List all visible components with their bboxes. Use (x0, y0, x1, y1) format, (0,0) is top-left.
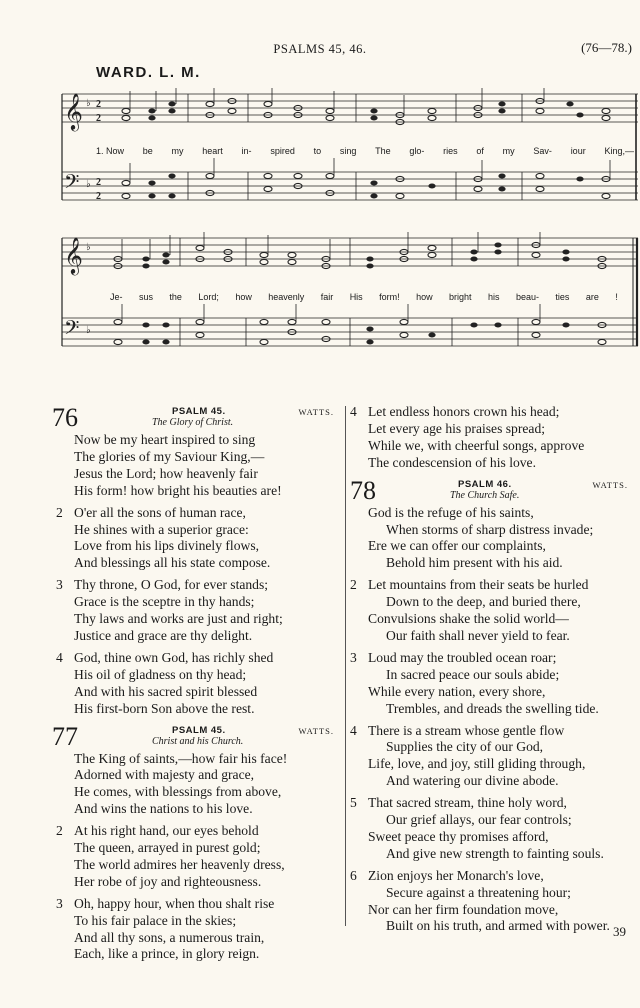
lyric-syllable: of (476, 146, 484, 156)
right-column (350, 404, 640, 940)
stanza (350, 404, 640, 472)
verse-line: Zion enjoys her Monarch's love, (368, 867, 544, 883)
verse-line: And give new strength to fainting souls. (386, 845, 604, 861)
verse-line: His oil of gladness on thy head; (74, 666, 247, 682)
stanza (350, 650, 640, 718)
verse-line: God, thine own God, has richly shed (74, 649, 274, 665)
verse-line: While we, with cheerful songs, approve (368, 437, 585, 453)
hymn-subtitle: Christ and his Church. (152, 735, 244, 747)
left-column (52, 403, 346, 968)
verse-line: Adorned with majesty and grace, (74, 767, 255, 783)
lyrics-line-1 (96, 146, 634, 156)
lyric-syllable: King,— (604, 146, 634, 156)
stanza (350, 868, 640, 936)
verse-line: Our grief allays, our fear controls; (386, 812, 572, 828)
lyric-syllable: ries (443, 146, 458, 156)
verse-line: Now be my heart inspired to sing (74, 432, 256, 447)
verse-line: Let endless honors crown his head; (368, 404, 560, 419)
stanza-number: 2 (56, 504, 63, 520)
lyric-syllable: bright (449, 292, 472, 302)
svg-text:2: 2 (96, 99, 101, 110)
lyric-syllable: are (585, 292, 599, 302)
lyrics-line-2 (110, 292, 618, 302)
hymn-number: 76 (52, 403, 78, 432)
verse-line: And with his sacred spirit blessed (74, 683, 258, 699)
lyric-syllable: beau- (515, 292, 539, 302)
stanza-number: 6 (350, 867, 357, 883)
lyric-syllable: my (502, 146, 515, 156)
verse-line: That sacred stream, thine holy word, (368, 795, 567, 811)
verse-line: Nor can her firm foundation move, (368, 901, 559, 917)
psalm-title: PSALM 46. (458, 478, 512, 490)
stanza (56, 896, 346, 964)
hymn-77 (52, 721, 346, 964)
svg-text:𝄞: 𝄞 (64, 92, 83, 130)
stanza (56, 751, 346, 819)
psalm-title: PSALM 45. (172, 724, 226, 736)
verse-line: Ere we can offer our complaints, (368, 538, 546, 554)
psalm-title: PSALM 45. (172, 406, 226, 417)
lyric-syllable: be (142, 146, 153, 156)
hymn-range: (76—78.) (581, 40, 632, 55)
verse-line: Sweet peace thy promises afford, (368, 828, 549, 844)
svg-text:♭: ♭ (86, 179, 91, 190)
lyric-syllable: in- (241, 146, 252, 156)
tune-name: WARD. L. M. (96, 64, 201, 81)
verse-line: God is the refuge of his saints, (368, 504, 534, 520)
verse-line: And wins the nations to his love. (74, 801, 253, 817)
verse-line: Loud may the troubled ocean roar; (368, 649, 557, 665)
verse-line: Behold him present with his aid. (386, 555, 563, 571)
lyric-syllable: heavenly (268, 292, 305, 302)
verse-line: The world admires her heavenly dress, (74, 856, 285, 872)
lyric-syllable: The (375, 146, 391, 156)
stanza-list (56, 432, 346, 718)
svg-text:2: 2 (96, 177, 101, 188)
verse-line: Her robe of joy and righteousness. (74, 873, 262, 889)
verse-line: Each, like a prince, in glory reign. (74, 946, 260, 962)
hymn-78 (350, 477, 640, 936)
verse-line: Let every age his praises spread; (368, 420, 546, 436)
lyric-syllable: 1. Now (96, 146, 125, 156)
running-title: PSALMS 45, 46. (273, 42, 367, 56)
lyric-syllable: fair (320, 292, 334, 302)
author: WATTS. (298, 407, 334, 417)
lyric-syllable: how (416, 292, 433, 302)
verse-line: While every nation, every shore, (368, 683, 546, 699)
verse-line: He comes, with blessings from above, (74, 784, 282, 800)
svg-text:𝄢: 𝄢 (64, 170, 80, 198)
verse-line: Convulsions shake the solid world— (368, 611, 569, 627)
verse-line: Thy laws and works are just and right; (74, 611, 283, 627)
verse-line: Grace is the sceptre in thy hands; (74, 594, 255, 610)
lyric-syllable: how (235, 292, 252, 302)
verse-line: In sacred peace our souls abide; (386, 666, 560, 682)
hymn-76 (52, 403, 346, 718)
lyric-syllable: to (313, 146, 322, 156)
verse-line: And watering our divine abode. (386, 773, 559, 789)
verse-line: Supplies the city of our God, (386, 739, 544, 755)
verse-line: Thy throne, O God, for ever stands; (74, 577, 269, 593)
verse-line: Secure against a threatening hour; (386, 884, 571, 900)
verse-line: At his right hand, our eyes behold (74, 823, 259, 839)
lyric-syllable: ! (615, 292, 618, 302)
verse-line: His form! how bright his beauties are! (74, 482, 282, 498)
verse-line: To his fair palace in the skies; (74, 912, 237, 928)
stanza (56, 432, 346, 500)
svg-text:2: 2 (96, 113, 101, 124)
verse-line: And blessings all his state compose. (74, 555, 271, 571)
verse-line: The queen, arrayed in purest gold; (74, 840, 261, 856)
stanza (350, 505, 640, 573)
svg-text:♭: ♭ (86, 325, 91, 336)
svg-text:♭: ♭ (86, 98, 91, 109)
lyric-syllable: sing (339, 146, 357, 156)
stanza-number: 2 (350, 577, 357, 593)
verse-line: Justice and grace are thy delight. (74, 627, 253, 643)
verse-line: Jesus the Lord; how heavenly fair (74, 465, 258, 481)
verse-line: There is a stream whose gentle flow (368, 722, 565, 738)
stanza-number: 4 (350, 722, 357, 738)
svg-text:2: 2 (96, 191, 101, 202)
verse-line: O'er all the sons of human race, (74, 504, 246, 520)
stanza (56, 505, 346, 573)
lyric-syllable: heart (202, 146, 223, 156)
verse-line: Let mountains from their seats be hurled (368, 577, 589, 593)
verse-line: The condescension of his love. (368, 454, 536, 470)
stanza (56, 823, 346, 891)
stanza-list (350, 505, 640, 936)
lyric-syllable: sus (138, 292, 153, 302)
verse-line: Our faith shall never yield to fear. (386, 627, 570, 643)
stanza-number: 4 (56, 649, 63, 665)
lyric-syllable: form! (379, 292, 400, 302)
svg-text:𝄢: 𝄢 (64, 316, 80, 344)
stanza-number: 3 (56, 577, 63, 593)
hymn-number: 77 (52, 721, 78, 751)
stanza (350, 723, 640, 791)
page-number: 39 (613, 924, 626, 939)
lyric-syllable: Lord; (198, 292, 219, 302)
stanza-number: 5 (350, 795, 357, 811)
verse-line: When storms of sharp distress invade; (386, 521, 594, 537)
verse-line: His first-born Son above the rest. (74, 700, 255, 716)
stanza-number: 4 (350, 404, 357, 419)
lyric-syllable: the (169, 292, 182, 302)
lyric-syllable: glo- (409, 146, 425, 156)
lyric-syllable: iour (570, 146, 586, 156)
stanza-list (350, 404, 640, 472)
stanza (350, 795, 640, 863)
lyric-syllable: my (171, 146, 184, 156)
stanza-number: 3 (350, 649, 357, 665)
svg-text:♭: ♭ (86, 242, 91, 253)
stanza (56, 650, 346, 718)
stanza-list (56, 751, 346, 964)
stanza (56, 577, 346, 645)
verse-line: The glories of my Saviour King,— (74, 448, 265, 464)
lyric-syllable: Je- (110, 292, 123, 302)
stanza (350, 577, 640, 645)
verse-line: And all thy sons, a numerous train, (74, 929, 265, 945)
hymn-number: 78 (350, 475, 376, 505)
verse-line: Down to the deep, and buried there, (386, 594, 581, 610)
lyric-syllable: His (349, 292, 363, 302)
lyric-syllable: Sav- (533, 146, 552, 156)
author: WATTS. (592, 479, 628, 490)
svg-text:𝄞: 𝄞 (64, 236, 83, 274)
stanza-number: 2 (56, 823, 63, 839)
author: WATTS. (298, 725, 334, 736)
stanza-number: 3 (56, 895, 63, 911)
hymn-subtitle: The Church Safe. (450, 489, 520, 501)
lyric-syllable: spired (270, 146, 295, 156)
verse-line: Trembles, and dreads the swelling tide. (386, 700, 599, 716)
hymn-subtitle: The Glory of Christ. (152, 417, 234, 428)
verse-line: The King of saints,—how fair his face! (74, 750, 288, 766)
verse-line: Oh, happy hour, when thou shalt rise (74, 895, 275, 911)
verse-line: Love from his lips divinely flows, (74, 538, 260, 554)
verse-line: He shines with a superior grace: (74, 521, 249, 537)
verse-line: Built on his truth, and armed with power. (386, 918, 610, 934)
lyric-syllable: his (487, 292, 500, 302)
lyric-syllable: ties (555, 292, 570, 302)
verse-line: Life, love, and joy, still gliding through, (368, 756, 586, 772)
